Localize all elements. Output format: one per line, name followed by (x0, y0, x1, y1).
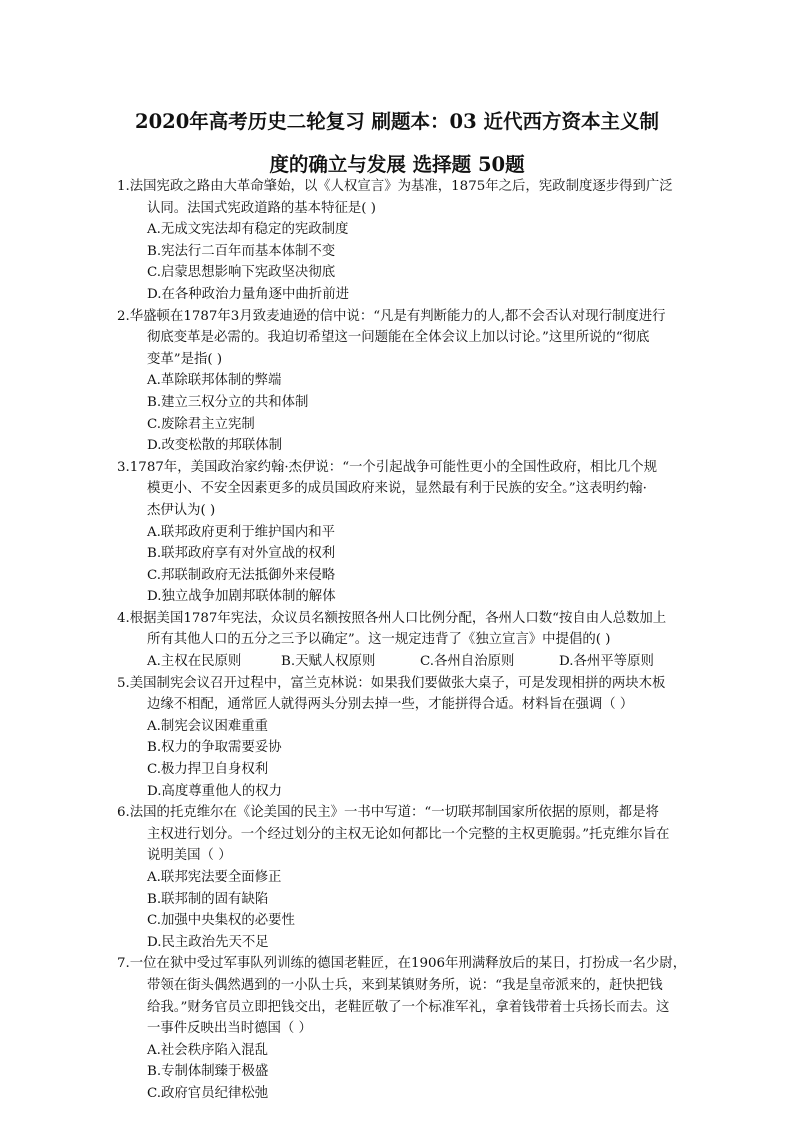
question-4 (117, 608, 697, 673)
answer-option: C.极力捍卫自身权利 (147, 762, 269, 778)
answer-option: D.独立战争加剧邦联体制的解体 (147, 589, 336, 605)
answer-option: A.联邦政府更利于维护国内和平 (147, 524, 336, 540)
answer-option: D.各州平等原则 (559, 654, 654, 670)
question-stem-line: 5.美国制宪会议召开过程中，富兰克林说：如果我们要做张大桌子，可是发现相拼的两块木板 (117, 675, 666, 691)
answer-option: A.革除联邦体制的弊端 (147, 373, 282, 389)
answer-option: A.社会秩序陷入混乱 (147, 1042, 269, 1058)
answer-option: D.民主政治先天不足 (147, 934, 269, 950)
question-6 (117, 802, 697, 953)
question-stem-line: 变革”是指( ) (147, 351, 223, 367)
question-stem-line: 一事件反映出当时德国（ ） (147, 1021, 312, 1037)
question-stem-line: 认同。法国式宪政道路的基本特征是( ) (147, 200, 376, 216)
question-3 (117, 457, 697, 608)
question-7 (117, 953, 697, 1104)
answer-option: A.制宪会议困难重重 (147, 718, 269, 734)
answer-option: B.建立三权分立的共和体制 (147, 394, 309, 410)
question-stem-line: 给我。”财务官员立即把钱交出，老鞋匠敬了一个标准军礼，拿着钱带着士兵扬长而去。这 (147, 999, 670, 1015)
question-stem-line: 1.法国宪政之路由大革命肇始，以《人权宣言》为基准，1875年之后，宪政制度逐步得到广泛 (117, 179, 673, 194)
answer-option: C.各州自治原则 (420, 654, 515, 670)
question-stem-line: 主权进行划分。一个经过划分的主权无论如何都比一个完整的主权更脆弱。”托克维尔旨在 (147, 826, 670, 842)
answer-option: D.改变松散的邦联体制 (147, 438, 283, 454)
answer-option: C.废除君主立宪制 (147, 416, 255, 432)
answer-option: A.无成文宪法却有稳定的宪政制度 (147, 222, 349, 238)
answer-option: A.联邦宪法要全面修正 (147, 870, 282, 885)
answer-option: C.邦联制政府无法抵御外来侵略 (147, 567, 336, 583)
answer-options-row (117, 651, 697, 673)
answer-option: A.主权在民原则 (147, 654, 242, 670)
question-2 (117, 306, 697, 457)
question-stem-line: 4.根据美国1787年宪法，众议员名额按照各州人口比例分配，各州人口数“按自由人总数加上 (117, 610, 667, 626)
document-title-line-1: 2020年高考历史二轮复习 刷题本：03 近代西方资本主义制 (135, 110, 659, 133)
question-stem-line: 杰伊认为( ) (147, 502, 216, 518)
question-stem-line: 所有其他人口的五分之三予以确定”。这一规定违背了《独立宣言》中提倡的( ) (147, 632, 611, 648)
question-stem-line: 7.一位在狱中受过军事队列训练的德国老鞋匠，在1906年刑满释放后的某日，打扮成一名少尉， (117, 956, 687, 972)
answer-option: C.加强中央集权的必要性 (147, 913, 295, 929)
answer-option: B.联邦政府享有对外宣战的权利 (147, 546, 336, 562)
document-title-line-2: 度的确立与发展 选择题 50题 (269, 153, 525, 176)
question-stem-line: 模更小、不安全因素更多的成员国政府来说，显然最有利于民族的安全。”这表明约翰· (147, 481, 647, 497)
answer-option: C.政府官员纪律松弛 (147, 1085, 269, 1101)
question-stem-line: 带领在街头偶然遇到的一小队士兵，来到某镇财务所，说：“我是皇帝派来的，赶快把钱 (147, 977, 663, 993)
answer-option: B.宪法行二百年而基本体制不变 (147, 243, 336, 259)
question-5 (117, 673, 697, 803)
question-stem-line: 彻底变革是必需的。我迫切希望这一问题能在全体会议上加以讨论。”这里所说的“彻底 (147, 330, 650, 346)
question-stem-line: 2.华盛顿在1787年3月致麦迪逊的信中说：“凡是有判断能力的人,都不会否认对现行制度进行 (117, 308, 666, 324)
question-stem-line: 6.法国的托克维尔在《论美国的民主》一书中写道：“一切联邦制国家所依据的原则，都是将 (117, 805, 659, 821)
question-list (117, 176, 697, 1105)
answer-option: D.高度尊重他人的权力 (147, 783, 283, 799)
answer-option: C.启蒙思想影响下宪政坚决彻底 (147, 265, 336, 281)
question-stem-line: 3.1787年，美国政治家约翰·杰伊说：“一个引起战争可能性更小的全国性政府，相比几个规 (117, 459, 658, 475)
answer-option: B.天赋人权原则 (281, 654, 376, 670)
answer-option: D.在各种政治力量角逐中曲折前进 (147, 286, 349, 302)
answer-option: B.权力的争取需要妥协 (147, 740, 282, 756)
question-stem-line: 说明美国（ ） (147, 848, 232, 864)
question-stem-line: 边缘不相配，通常匠人就得两头分别去掉一些，才能拼得合适。材料旨在强调（ ） (147, 697, 634, 713)
question-1 (117, 176, 697, 306)
answer-option: B.联邦制的固有缺陷 (147, 891, 269, 907)
answer-option: B.专制体制臻于极盛 (147, 1064, 269, 1080)
